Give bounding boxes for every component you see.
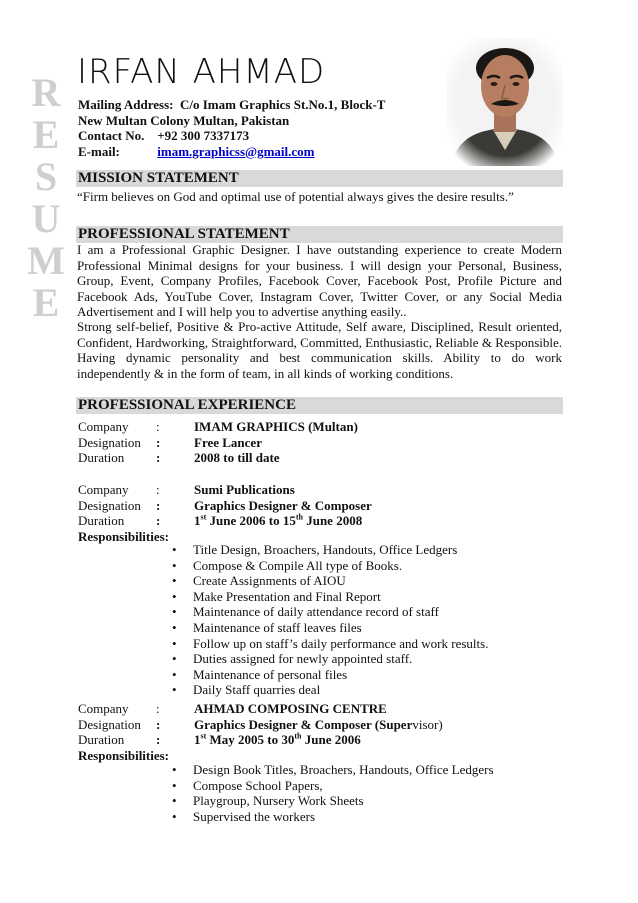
phone-row: [78, 128, 385, 144]
colon: :: [156, 497, 161, 513]
list-item: • Maintenance of daily attendance record of staff: [170, 604, 488, 620]
duration-value: 1st May 2005 to 30th June 2006: [194, 731, 361, 747]
list-item: • Compose School Papers,: [170, 778, 494, 794]
email-label: E-mail:: [78, 143, 120, 159]
company-label: Company: [78, 419, 129, 434]
colon: :: [156, 419, 160, 434]
designation-label: Designation: [78, 497, 141, 513]
colon: :: [156, 450, 161, 465]
list-item: • Playgroup, Nursery Work Sheets: [170, 793, 494, 809]
designation-label: Designation: [78, 434, 141, 450]
list-item: • Follow up on staff’s daily performance and work results.: [170, 636, 488, 652]
mission-heading: MISSION STATEMENT: [76, 170, 563, 187]
address-line2: New Multan Colony Multan, Pakistan: [78, 112, 290, 128]
contact-block: [78, 97, 385, 159]
list-item: • Daily Staff quarries deal: [170, 682, 488, 698]
duration-label: Duration: [78, 513, 125, 528]
candidate-name: IRFAN AHMAD: [77, 52, 326, 92]
responsibilities-label: Responsibilities:: [78, 747, 170, 763]
duration-value: 2008 to till date: [194, 450, 280, 465]
company-value: AHMAD COMPOSING CENTRE: [194, 701, 387, 716]
mission-text: “Firm believes on God and optimal use of potential always gives the desire results.”: [77, 189, 514, 204]
list-item: • Title Design, Broachers, Handouts, Office Ledgers: [170, 542, 488, 558]
job-ahmad-composing-centre: [78, 701, 443, 763]
side-letter: U: [31, 196, 61, 241]
list-item: • Make Presentation and Final Report: [170, 589, 488, 605]
professional-paragraph-2: Strong self-belief, Positive & Pro-active Attitude, Self aware, Disciplined, Result oriented, Confident, Hardworking, Straightforward, Committed, Enthusiastic, Reliable & Responsible. Having dynamic personality and best communication skills. Ability to do work independently & in the form of team, in all kinds of working conditions.: [77, 319, 562, 381]
duration-value: 1st June 2006 to 15th June 2008: [194, 512, 363, 528]
list-item: • Duties assigned for newly appointed staff.: [170, 651, 488, 667]
responsibilities-label: Responsibilities:: [78, 528, 170, 544]
company-value: Sumi Publications: [194, 482, 295, 497]
phone-value: +92 300 7337173: [157, 128, 250, 143]
side-letter: R: [31, 70, 61, 115]
address-label: Mailing Address:: [78, 97, 174, 112]
professional-statement-heading: PROFESSIONAL STATEMENT: [76, 226, 563, 243]
address-line1: C/o Imam Graphics St.No.1, Block-T: [179, 97, 386, 112]
side-letter: E: [32, 112, 60, 157]
designation-value: Free Lancer: [194, 434, 262, 450]
side-letter: E: [32, 280, 60, 325]
duration-label: Duration: [78, 450, 125, 465]
job-sumi-publications: [78, 482, 372, 544]
company-label: Company: [78, 482, 129, 497]
duration-label: Duration: [78, 732, 125, 747]
designation-value: Graphics Designer & Composer (Supervisor): [194, 716, 443, 732]
experience-heading: PROFESSIONAL EXPERIENCE: [76, 397, 563, 414]
colon: :: [156, 482, 160, 497]
list-item: • Create Assignments of AIOU: [170, 573, 488, 589]
company-value: IMAM GRAPHICS (Multan): [194, 419, 358, 434]
designation-label: Designation: [78, 716, 141, 732]
professional-paragraph-1: I am a Professional Graphic Designer. I have outstanding experience to create Modern Professional Minimal designs for your business. I will design your Personal, Business, Group, Event, Company Profiles, Facebook Cover, Facebook Post, Profile Picture and Facebook Ads, YouTube Cover, Instagram Cover, Twitter Cover, or any Social Media Advertisement and I will help you to advertise anything easily..: [77, 242, 562, 319]
job-imam-graphics: [78, 419, 358, 466]
email-row: [78, 144, 385, 160]
list-item: • Maintenance of staff leaves files: [170, 620, 488, 636]
side-letter: S: [34, 154, 58, 199]
list-item: • Compose & Compile All type of Books.: [170, 558, 488, 574]
list-item: • Design Book Titles, Broachers, Handouts, Office Ledgers: [170, 762, 494, 778]
colon: :: [156, 513, 161, 528]
phone-label: Contact No.: [78, 128, 145, 143]
email-link[interactable]: imam.graphicss@gmail.com: [157, 143, 315, 159]
colon: :: [156, 732, 161, 747]
list-item: • Supervised the workers: [170, 809, 494, 825]
designation-value: Graphics Designer & Composer: [194, 497, 372, 513]
responsibilities-list-sumi: [170, 542, 488, 698]
side-letter: M: [27, 238, 65, 283]
colon: :: [156, 701, 160, 716]
profile-photo: [447, 38, 563, 166]
company-label: Company: [78, 701, 129, 716]
colon: :: [156, 434, 161, 450]
address-row: [78, 97, 385, 113]
list-item: • Maintenance of personal files: [170, 667, 488, 683]
side-resume-letters: [26, 72, 66, 324]
responsibilities-list-ahmad: [170, 762, 494, 824]
colon: :: [156, 716, 161, 732]
